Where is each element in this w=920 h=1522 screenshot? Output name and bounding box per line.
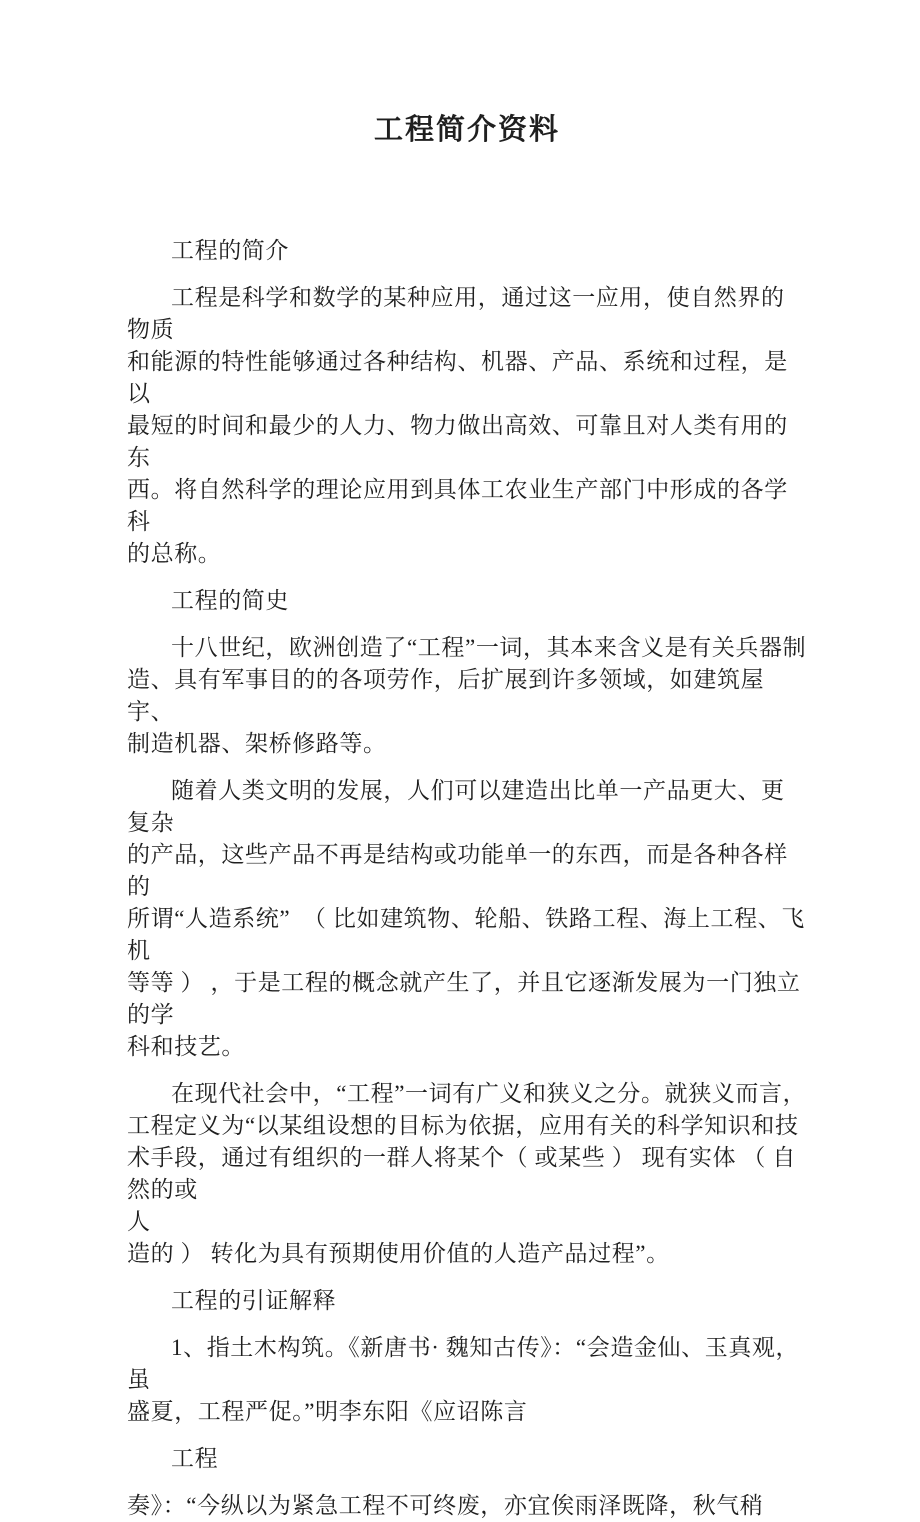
- text-line: 的总称。: [127, 541, 222, 566]
- text-line: 所谓“人造系统” （ 比如建筑物、轮船、铁路工程、海上工程、飞机: [127, 906, 805, 963]
- text-line: 奏》：“今纵以为紧急工程不可终废，亦宜俟雨泽既降，秋气稍: [127, 1493, 764, 1518]
- paragraph: [127, 1078, 807, 1270]
- text-line: 术手段，通过有组织的一群人将某个（ 或某些 ） 现有实体 （ 自然的或: [127, 1145, 796, 1202]
- paragraph: [127, 775, 807, 1063]
- text-line: 1、指土木构筑。《新唐书· 魏知古传》：“会造金仙、玉真观， 虽: [127, 1335, 806, 1392]
- text-line: 随着人类文明的发展，人们可以建造出比单一产品更大、更复杂: [127, 778, 785, 835]
- text-line: 工程: [171, 1446, 219, 1471]
- paragraph: [127, 585, 807, 617]
- paragraph: [127, 282, 807, 570]
- text-line: 在现代社会中，“工程”一词有广义和狭义之分。就狭义而言，: [171, 1081, 807, 1106]
- paragraph: [127, 1285, 807, 1317]
- page-title: 工程简介资料: [373, 114, 560, 146]
- paragraph: [127, 235, 807, 267]
- paragraph: [127, 1443, 807, 1475]
- text-line: 造的 ） 转化为具有预期使用价值的人造产品过程”。: [127, 1241, 670, 1266]
- text-line: 工程定义为“以某组设想的目标为依据，应用有关的科学知识和技: [127, 1113, 799, 1138]
- text-line: 工程是科学和数学的某种应用，通过这一应用，使自然界的物质: [127, 285, 785, 342]
- text-line: 等等 ） ，于是工程的概念就产生了，并且它逐渐发展为一门独立的学: [127, 970, 801, 1027]
- text-line: 盛夏，工程严促。”明李东阳《应诏陈言: [127, 1399, 528, 1424]
- document-body: [127, 235, 807, 1522]
- text-line: 造、具有军事目的的各项劳作，后扩展到许多领域，如建筑屋宇、: [127, 667, 765, 724]
- paragraph: [127, 632, 807, 760]
- text-line: 的产品，这些产品不再是结构或功能单一的东西，而是各种各样的: [127, 842, 788, 899]
- text-line: 十八世纪，欧洲创造了“工程”一词，其本来含义是有关兵器制: [171, 635, 807, 660]
- text-line: 西。将自然科学的理论应用到具体工农业生产部门中形成的各学科: [127, 477, 788, 534]
- text-line: 工程的简史: [171, 588, 289, 613]
- paragraph: [127, 1332, 807, 1428]
- text-line: 和能源的特性能够通过各种结构、机器、产品、系统和过程，是以: [127, 349, 788, 406]
- paragraph: [127, 1490, 807, 1522]
- text-line: 科和技艺。: [127, 1034, 245, 1059]
- text-line: 最短的时间和最少的人力、物力做出高效、可靠且对人类有用的东: [127, 413, 788, 470]
- text-line: 制造机器、架桥修路等。: [127, 731, 387, 756]
- text-line: 工程的引证解释: [171, 1288, 337, 1313]
- text-line: 工程的简介: [171, 238, 289, 263]
- text-line: 人: [127, 1209, 151, 1234]
